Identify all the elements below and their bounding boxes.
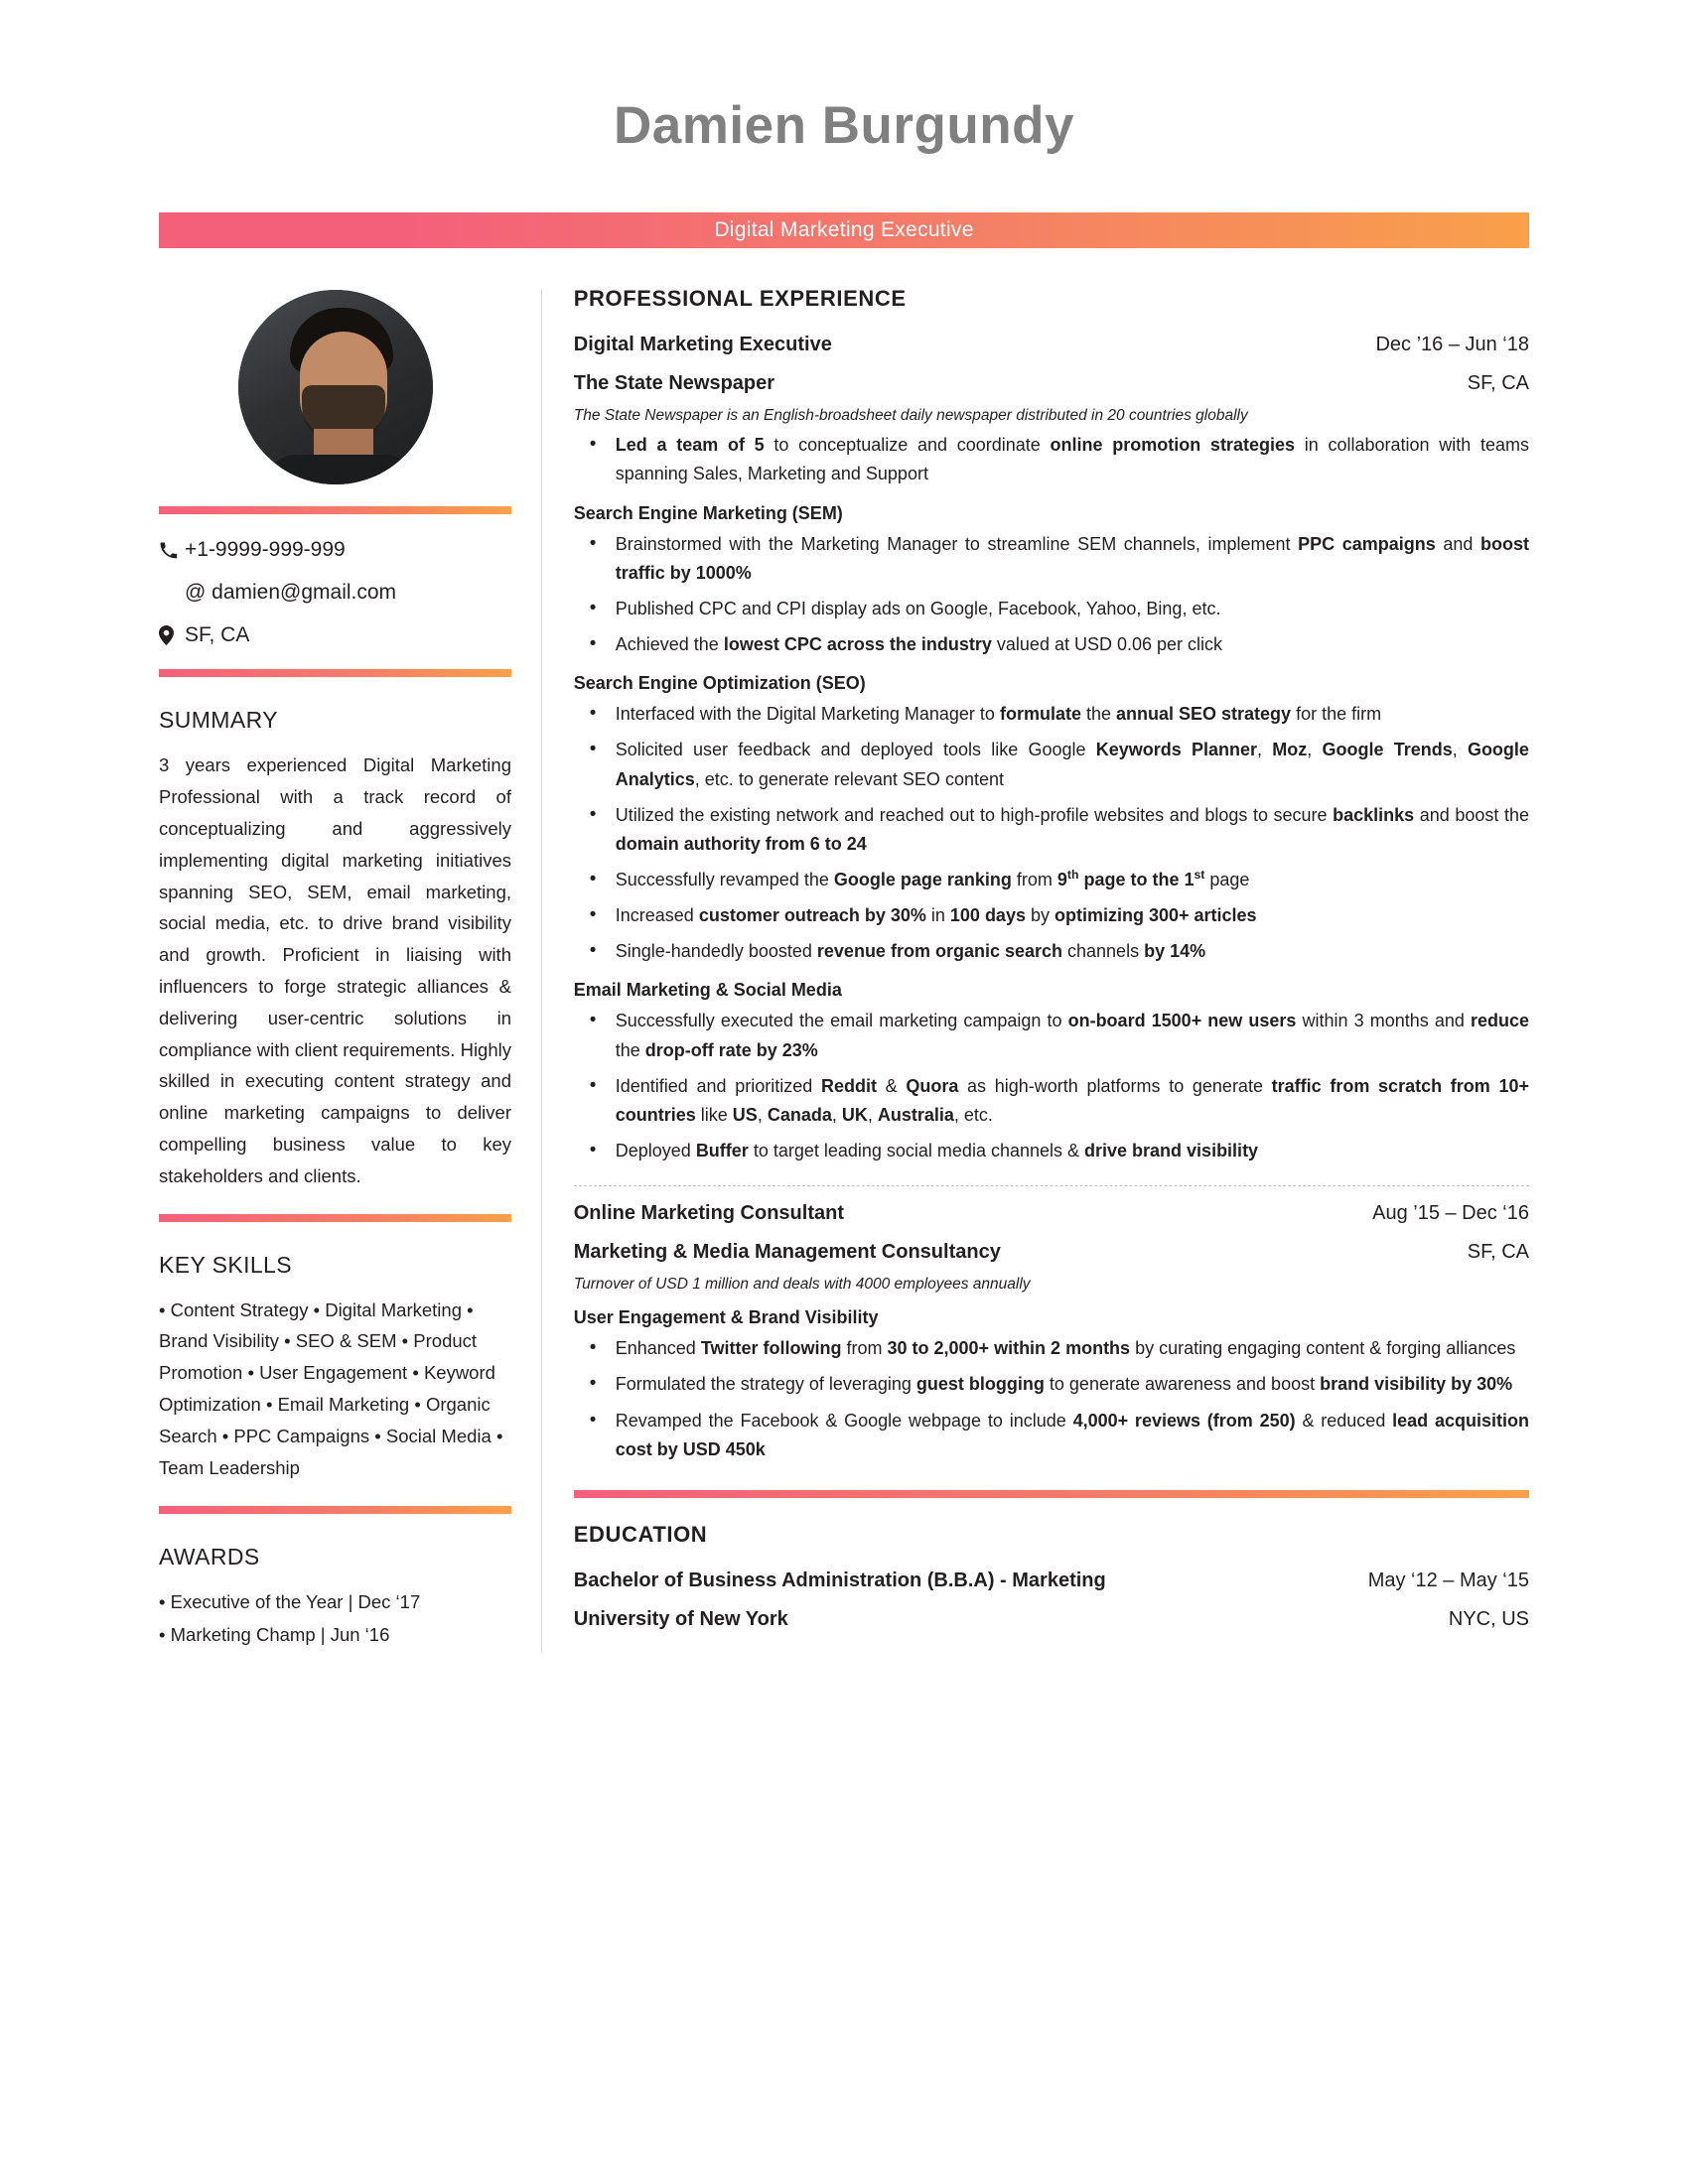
list-item: • Led a team of 5 to conceptualize and coordinate online promotion strategies in collaboration with teams spanning Sales, Marketing and Support <box>616 431 1529 488</box>
job-group-bullets <box>574 700 1529 966</box>
experience-entry <box>574 1202 1529 1464</box>
divider-accent-summary <box>159 1214 511 1222</box>
key-skills-heading: KEY SKILLS <box>159 1251 292 1278</box>
job-role: Online Marketing Consultant <box>573 1202 844 1225</box>
list-item: • Identified and prioritized Reddit & Quora as high-worth platforms to generate traffic from scratch from 10+ countries like US, Canada, UK, Australia, etc. <box>616 1072 1529 1130</box>
job-group-bullets <box>574 1334 1529 1464</box>
sidebar <box>159 284 541 1653</box>
awards-list <box>159 1586 511 1652</box>
contact-location-value: SF, CA <box>185 623 250 647</box>
job-title: Digital Marketing Executive <box>714 218 974 242</box>
divider-accent-contact <box>159 669 511 677</box>
job-role: Digital Marketing Executive <box>573 334 832 356</box>
education-degree: Bachelor of Business Administration (B.B.A) - Marketing <box>573 1569 1106 1591</box>
job-role-row <box>574 334 1529 356</box>
list-item: • Formulated the strategy of leveraging guest blogging to generate awareness and boost brand visibility by 30% <box>616 1370 1529 1399</box>
contact-list <box>159 538 511 647</box>
education-dates: May ‘12 – May ‘15 <box>1367 1569 1529 1591</box>
divider-accent-skills <box>159 1506 511 1514</box>
job-company: The State Newspaper <box>573 372 775 395</box>
job-group-bullets <box>574 1007 1529 1165</box>
key-skills-list: • Content Strategy • Digital Marketing • Brand Visibility • SEO & SEM • Product Promotion • User Engagement • Keyword Optimization • Email Marketing • Organic Search • PPC Campaigns • Social Media • Team Leadership <box>159 1298 503 1478</box>
contact-email[interactable] <box>159 581 511 605</box>
job-company: Marketing & Media Management Consultancy <box>573 1241 1001 1264</box>
list-item: • Utilized the existing network and reached out to high-profile websites and blogs to secure backlinks and boost the domain authority from 6 to 24 <box>616 801 1529 859</box>
page-title: Damien Burgundy <box>614 96 1074 155</box>
list-item: • Successfully revamped the Google page ranking from 9th page to the 1st page <box>616 866 1529 894</box>
job-company-row <box>574 372 1529 395</box>
award-item: • Executive of the Year | Dec ‘17 <box>159 1590 421 1612</box>
list-item: • Brainstormed with the Marketing Manager to streamline SEM channels, implement PPC campaigns and boost traffic by 1000% <box>616 530 1529 588</box>
job-location: SF, CA <box>1467 372 1529 395</box>
list-item: • Solicited user feedback and deployed tools like Google Keywords Planner, Moz, Google Trends, Google Analytics, etc. to generate relevant SEO content <box>616 736 1529 793</box>
profile-photo <box>238 290 433 484</box>
job-title-bar <box>159 212 1529 248</box>
education-school-row <box>574 1608 1529 1631</box>
job-group-title: User Engagement & Brand Visibility <box>573 1307 879 1328</box>
awards-heading: AWARDS <box>159 1543 260 1570</box>
contact-email-value: @ damien@gmail.com <box>185 581 397 605</box>
job-group-title: Email Marketing & Social Media <box>573 980 842 1001</box>
contact-location <box>159 623 511 647</box>
phone-icon <box>159 541 185 560</box>
list-item: • Deployed Buffer to target leading social media channels & drive brand visibility <box>616 1137 1529 1165</box>
summary-heading: SUMMARY <box>159 707 278 734</box>
list-item: • Single-handedly boosted revenue from organic search channels by 14% <box>616 937 1529 966</box>
avatar <box>159 290 511 484</box>
resume-body <box>159 284 1529 1653</box>
job-description: The State Newspaper is an English-broadsheet daily newspaper distributed in 20 countries globally <box>573 407 1248 425</box>
location-icon <box>159 625 185 645</box>
job-location: SF, CA <box>1467 1241 1529 1264</box>
job-description: Turnover of USD 1 million and deals with 4000 employees annually <box>573 1276 1031 1294</box>
job-dates: Aug ’15 – Dec ‘16 <box>1372 1202 1529 1225</box>
award-item: • Marketing Champ | Jun ‘16 <box>159 1624 390 1646</box>
list-item: • Published CPC and CPI display ads on Google, Facebook, Yahoo, Bing, etc. <box>616 595 1529 623</box>
education-location: NYC, US <box>1448 1607 1529 1630</box>
list-item: • Interfaced with the Digital Marketing Manager to formulate the annual SEO strategy for the firm <box>616 700 1529 729</box>
experience-entry <box>574 334 1529 1165</box>
list-item: • Achieved the lowest CPC across the industry valued at USD 0.06 per click <box>616 630 1529 659</box>
education-heading: EDUCATION <box>573 1521 708 1547</box>
job-group-title: Search Engine Optimization (SEO) <box>573 673 866 694</box>
list-item: • Successfully executed the email marketing campaign to on-board 1500+ new users within 3 months and reduce the drop-off rate by 23% <box>616 1007 1529 1064</box>
job-group-bullets <box>574 530 1529 660</box>
divider-accent-top <box>159 506 511 514</box>
experience-heading: PROFESSIONAL EXPERIENCE <box>573 286 907 312</box>
job-role-row <box>574 1202 1529 1225</box>
list-item: • Increased customer outreach by 30% in 100 days by optimizing 300+ articles <box>616 901 1529 930</box>
job-dates: Dec ’16 – Jun ‘18 <box>1375 334 1529 356</box>
divider-accent-education <box>574 1490 1529 1498</box>
education-degree-row <box>574 1570 1529 1592</box>
list-item: • Revamped the Facebook & Google webpage to include 4,000+ reviews (from 250) & reduced lead acquisition cost by USD 450k <box>616 1407 1529 1464</box>
main-content <box>542 284 1529 1631</box>
list-item: • Enhanced Twitter following from 30 to 2,000+ within 2 months by curating engaging content & forging alliances <box>616 1334 1529 1363</box>
job-intro-bullets <box>574 431 1529 488</box>
education-school: University of New York <box>573 1607 788 1630</box>
job-company-row <box>574 1241 1529 1264</box>
job-group-title: Search Engine Marketing (SEM) <box>573 502 843 523</box>
entry-separator <box>574 1185 1529 1186</box>
contact-phone[interactable] <box>159 538 511 562</box>
summary-text: 3 years experienced Digital Marketing Professional with a track record of conceptualizing and aggressively implementing digital marketing initiatives spanning SEO, SEM, email marketing, social media, etc. to drive brand visibility and growth. Proficient in liaising with influencers to forge strategic alliances & delivering user-centric solutions in compliance with client requirements. Highly skilled in executing content strategy and online marketing campaigns to deliver compelling business value to key stakeholders and clients. <box>159 754 511 1186</box>
contact-phone-value: +1-9999-999-999 <box>185 538 346 562</box>
